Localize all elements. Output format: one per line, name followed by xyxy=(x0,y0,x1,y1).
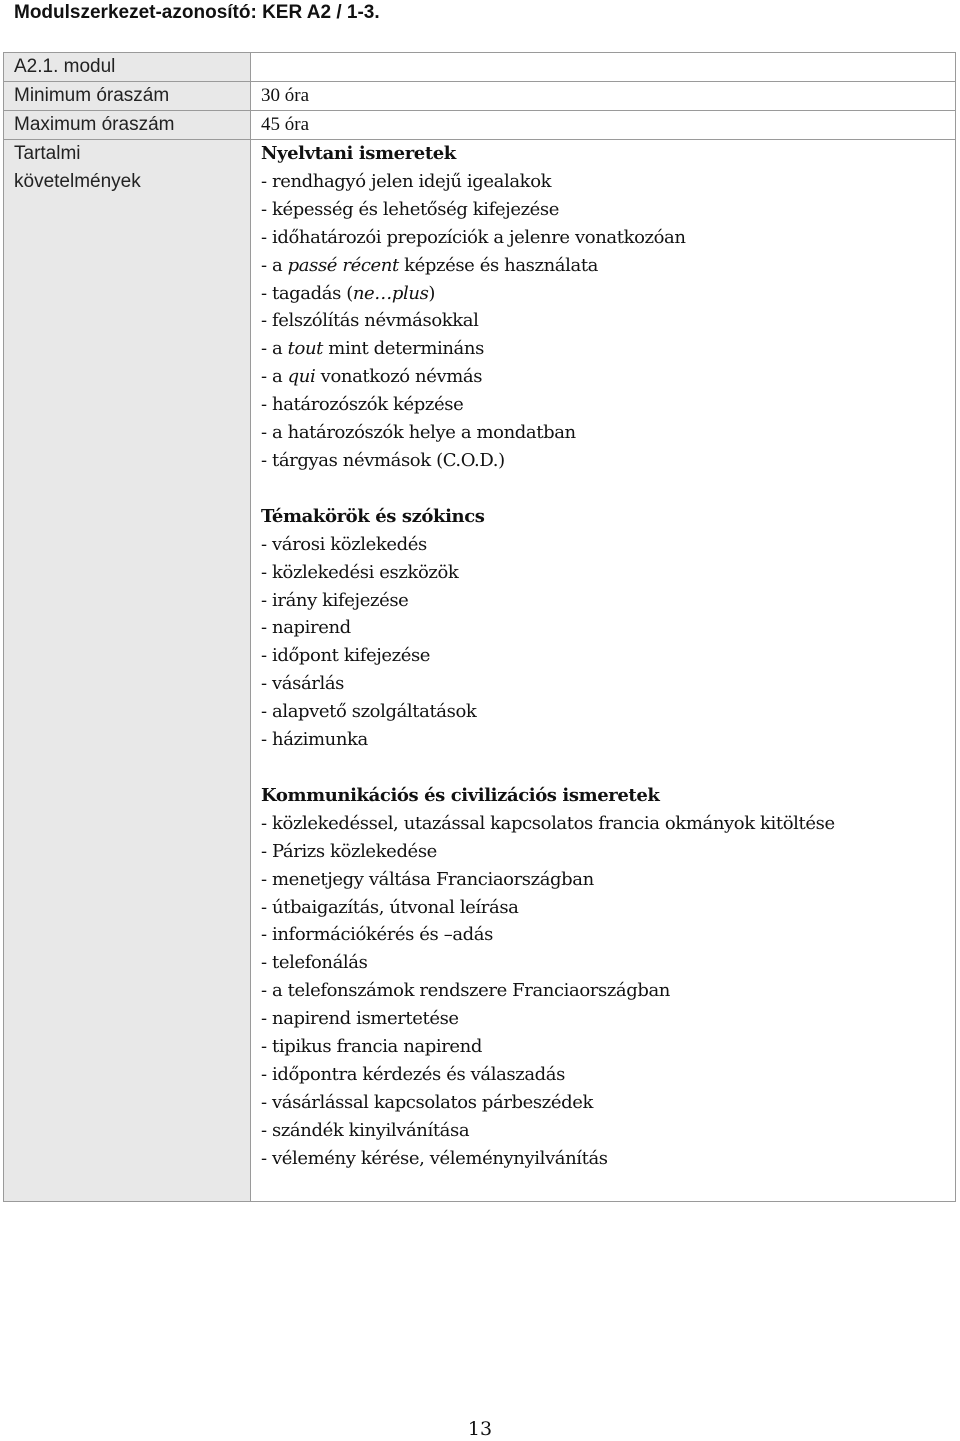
list-item: - házimunka xyxy=(261,729,368,751)
content-label-line2: követelmények xyxy=(14,171,141,192)
module-title-value xyxy=(251,53,956,82)
list-item: - vélemény kérése, véleménynyilvánítás xyxy=(261,1147,608,1169)
french-term: ne…plus xyxy=(352,282,429,304)
content-section xyxy=(261,140,955,475)
content-requirements xyxy=(251,140,956,1202)
max-hours-label: Maximum óraszám xyxy=(4,111,251,140)
french-term: qui xyxy=(287,366,316,388)
section-list xyxy=(261,531,955,754)
list-item: - telefonálás xyxy=(261,952,368,974)
french-term: tout xyxy=(287,338,323,360)
content-section xyxy=(261,782,955,1173)
list-item: - felszólítás névmásokkal xyxy=(261,310,479,332)
content-requirements-label xyxy=(4,140,251,1202)
page-header: Modulszerkezet-azonosító: KER A2 / 1-3. xyxy=(14,2,380,23)
module-title-row xyxy=(4,53,956,82)
list-item: - időpont kifejezése xyxy=(261,645,431,667)
list-item: - tárgyas névmások (C.O.D.) xyxy=(261,449,505,471)
max-hours-row xyxy=(4,111,956,140)
list-item: - időhatározói prepozíciók a jelenre vonatkozóan xyxy=(261,226,686,248)
list-item: - határozószók képzése xyxy=(261,394,464,416)
min-hours-label: Minimum óraszám xyxy=(4,82,251,111)
list-item: - vásárlással kapcsolatos párbeszédek xyxy=(261,1091,593,1113)
sections-container xyxy=(261,140,955,1173)
list-item: - közlekedéssel, utazással kapcsolatos francia okmányok kitöltése xyxy=(261,812,835,834)
list-item: - menetjegy váltása Franciaországban xyxy=(261,868,594,890)
min-hours-value: 30 óra xyxy=(251,82,956,111)
list-item: - irány kifejezése xyxy=(261,589,409,611)
list-item: - a telefonszámok rendszere Franciaországban xyxy=(261,980,671,1002)
list-item: - a passé récent képzése és használata xyxy=(261,254,598,276)
list-item: - rendhagyó jelen idejű igealakok xyxy=(261,171,552,192)
content-label-line1: Tartalmi xyxy=(14,143,81,164)
section-title: Kommunikációs és civilizációs ismeretek xyxy=(261,784,660,806)
min-hours-row xyxy=(4,82,956,111)
module-table xyxy=(3,52,956,1202)
list-item: - a tout mint determináns xyxy=(261,338,484,360)
list-item: - közlekedési eszközök xyxy=(261,561,459,583)
section-title: Nyelvtani ismeretek xyxy=(261,143,456,164)
list-item: - a határozószók helye a mondatban xyxy=(261,422,576,444)
page-number: 13 xyxy=(467,1418,493,1440)
list-item: - a qui vonatkozó névmás xyxy=(261,366,483,388)
list-item: - információkérés és –adás xyxy=(261,924,493,946)
list-item: - szándék kinyilvánítása xyxy=(261,1119,470,1141)
list-item: - napirend ismertetése xyxy=(261,1008,459,1030)
list-item: - képesség és lehetőség kifejezése xyxy=(261,198,560,220)
list-item: - városi közlekedés xyxy=(261,533,427,555)
list-item: - alapvető szolgáltatások xyxy=(261,701,477,723)
section-title: Témakörök és szókincs xyxy=(261,505,485,527)
list-item: - tipikus francia napirend xyxy=(261,1036,482,1058)
list-item: - vásárlás xyxy=(261,673,345,695)
max-hours-value: 45 óra xyxy=(251,111,956,140)
list-item: - napirend xyxy=(261,617,351,639)
section-list xyxy=(261,168,955,475)
list-item: - tagadás (ne…plus) xyxy=(261,282,436,304)
section-list xyxy=(261,810,955,1173)
content-section xyxy=(261,503,955,754)
list-item: - Párizs közlekedése xyxy=(261,840,437,862)
list-item: - útbaigazítás, útvonal leírása xyxy=(261,896,519,918)
list-item: - időpontra kérdezés és válaszadás xyxy=(261,1063,565,1085)
french-term: passé récent xyxy=(287,254,399,276)
module-title: A2.1. modul xyxy=(4,53,251,82)
content-row xyxy=(4,140,956,1202)
